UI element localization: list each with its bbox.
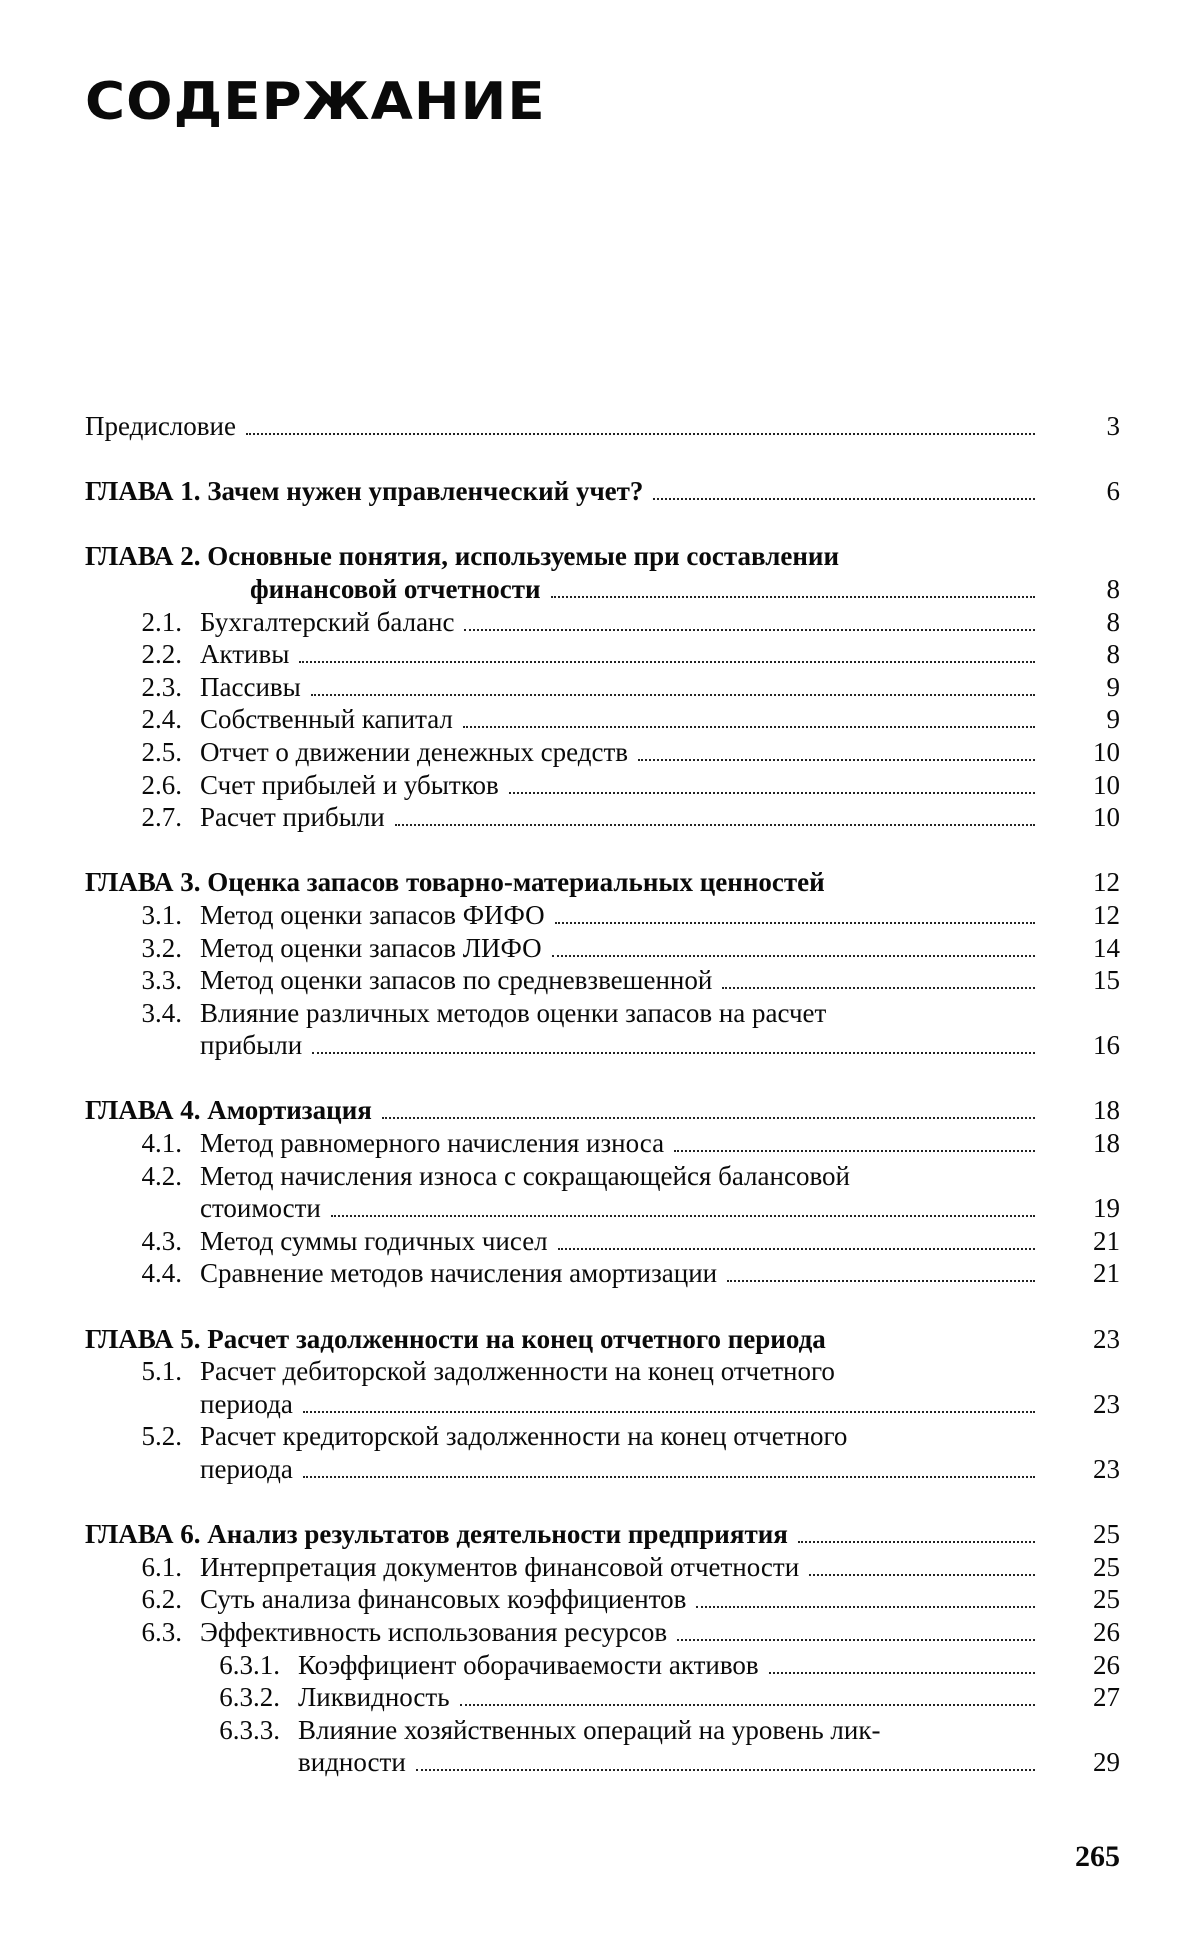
- page-title: СОДЕРЖАНИЕ: [85, 72, 546, 132]
- toc-page-number: 25: [1093, 1551, 1120, 1582]
- toc-section: [85, 638, 1120, 671]
- toc-page-number: 10: [1093, 736, 1120, 767]
- toc-entry-title: Влияние хозяйственных операций на уровень лик-: [298, 1714, 881, 1745]
- toc-entry-title: Коэффициент оборачиваемости активов: [298, 1649, 759, 1680]
- toc-entry-title: Метод начисления износа с сокращающейся балансовой: [200, 1160, 850, 1191]
- dot-leader: [331, 1215, 1035, 1217]
- toc-page-number: 9: [1106, 704, 1120, 735]
- toc-number: 6.3.1.: [219, 1649, 280, 1680]
- toc-entry-title: Бухгалтерский баланс: [200, 606, 455, 637]
- dot-leader: [558, 1248, 1035, 1250]
- toc-number: 4.3.: [141, 1225, 182, 1256]
- dot-leader: [551, 596, 1035, 598]
- toc-section: [85, 899, 1120, 932]
- toc-number: 2.2.: [141, 639, 182, 670]
- dot-leader: [798, 1541, 1035, 1543]
- dot-leader: [552, 955, 1035, 957]
- toc-page-number: 26: [1093, 1616, 1120, 1647]
- toc-page-number: 18: [1093, 1128, 1120, 1159]
- toc-number: 5.2.: [141, 1421, 182, 1452]
- toc-chapter: [85, 866, 1120, 899]
- toc-entry-title: финансовой отчетности: [250, 573, 541, 604]
- toc-chapter: [85, 1518, 1120, 1551]
- toc-entry-title: Сравнение методов начисления амортизации: [200, 1258, 718, 1289]
- dot-leader: [299, 661, 1035, 663]
- toc-entry-title: периода: [200, 1388, 293, 1419]
- toc-entry-title: Эффективность использования ресурсов: [200, 1616, 668, 1647]
- toc-number: 2.6.: [141, 769, 182, 800]
- toc-section: [85, 606, 1120, 639]
- toc-number: 3.2.: [141, 932, 182, 963]
- toc-section: [85, 1257, 1120, 1290]
- dot-leader: [460, 1704, 1035, 1706]
- toc-section: [85, 1355, 1120, 1420]
- toc-page-number: 8: [1106, 573, 1120, 604]
- toc-page-number: 16: [1093, 1030, 1120, 1061]
- dot-leader: [836, 1346, 1035, 1348]
- toc-entry-title: видности: [298, 1747, 406, 1778]
- toc-chapter: [85, 540, 1120, 605]
- toc-section: [85, 769, 1120, 802]
- toc-section: [85, 1160, 1120, 1225]
- toc-page-number: 15: [1093, 965, 1120, 996]
- toc-page-number: 23: [1093, 1388, 1120, 1419]
- toc-page-number: 18: [1093, 1095, 1120, 1126]
- toc-entry-title: Активы: [200, 639, 290, 670]
- toc-page-number: 8: [1106, 639, 1120, 670]
- dot-leader: [509, 792, 1035, 794]
- toc-page-number: 27: [1093, 1682, 1120, 1713]
- toc-section: [85, 1551, 1120, 1584]
- toc-page-number: 6: [1106, 476, 1120, 507]
- toc-entry-title: Метод оценки запасов ЛИФО: [200, 932, 542, 963]
- dot-leader: [463, 726, 1035, 728]
- dot-leader: [696, 1606, 1035, 1608]
- toc-number: 2.4.: [141, 704, 182, 735]
- dot-leader: [382, 1117, 1035, 1119]
- toc-entry-title: прибыли: [200, 1030, 303, 1061]
- toc-section: [85, 1420, 1120, 1485]
- toc-number: 3.3.: [141, 965, 182, 996]
- toc-section: [85, 801, 1120, 834]
- toc-number: 2.1.: [141, 606, 182, 637]
- toc-page-number: 9: [1106, 671, 1120, 702]
- toc-entry-title: Расчет кредиторской задолженности на конец отчетного: [200, 1421, 848, 1452]
- dot-leader: [809, 1574, 1035, 1576]
- toc-entry-title: ГЛАВА 2. Основные понятия, используемые при составлении: [85, 541, 840, 572]
- toc-number: 2.3.: [141, 671, 182, 702]
- toc-number: 2.5.: [141, 736, 182, 767]
- dot-leader: [727, 1280, 1035, 1282]
- toc-section: [85, 671, 1120, 704]
- dot-leader: [303, 1411, 1035, 1413]
- toc-entry-title: Интерпретация документов финансовой отчетности: [200, 1551, 800, 1582]
- toc-number: 6.3.: [141, 1616, 182, 1647]
- toc-number: 5.1.: [141, 1356, 182, 1387]
- toc-entry-title: Предисловие: [85, 411, 236, 441]
- toc-entry-title: ГЛАВА 3. Оценка запасов товарно-материальных ценностей: [85, 867, 825, 898]
- toc-section: [85, 703, 1120, 736]
- toc-entry-title: Расчет дебиторской задолженности на конец отчетного: [200, 1356, 835, 1387]
- toc-entry-title: стоимости: [200, 1193, 321, 1224]
- dot-leader: [769, 1672, 1035, 1674]
- toc-section: [85, 736, 1120, 769]
- dot-leader: [312, 1052, 1035, 1054]
- toc-entry-title: Метод оценки запасов ФИФО: [200, 899, 545, 930]
- toc-page-number: 8: [1106, 606, 1120, 637]
- toc-page-number: 26: [1093, 1649, 1120, 1680]
- toc-entry-title: ГЛАВА 1. Зачем нужен управленческий учет?: [85, 476, 644, 507]
- toc-entry-title: Метод оценки запасов по средневзвешенной: [200, 965, 713, 996]
- toc-number: 4.2.: [141, 1160, 182, 1191]
- toc-entry-title: ГЛАВА 6. Анализ результатов деятельности предприятия: [85, 1519, 788, 1550]
- toc-subsection: [85, 1714, 1120, 1779]
- toc-number: 2.7.: [141, 802, 182, 833]
- toc-entry-title: ГЛАВА 4. Амортизация: [85, 1095, 372, 1126]
- toc-section: [85, 964, 1120, 997]
- dot-leader: [395, 824, 1035, 826]
- toc-page-number: 10: [1093, 769, 1120, 800]
- toc-number: 6.2.: [141, 1584, 182, 1615]
- toc-entry-title: Счет прибылей и убытков: [200, 769, 499, 800]
- toc-preface: [85, 410, 1120, 443]
- toc-chapter: [85, 1094, 1120, 1127]
- toc-number: 6.1.: [141, 1551, 182, 1582]
- toc-page-number: 19: [1093, 1193, 1120, 1224]
- toc-page-number: 12: [1093, 867, 1120, 898]
- dot-leader: [638, 759, 1035, 761]
- toc-entry-title: Метод равномерного начисления износа: [200, 1128, 665, 1159]
- dot-leader: [555, 922, 1035, 924]
- dot-leader: [653, 498, 1035, 500]
- toc-entry-title: Суть анализа финансовых коэффициентов: [200, 1584, 687, 1615]
- toc-entry-title: Отчет о движении денежных средств: [200, 736, 629, 767]
- toc-page-number: 25: [1093, 1519, 1120, 1550]
- toc-page-number: 10: [1093, 802, 1120, 833]
- page-number: 265: [1075, 1840, 1120, 1873]
- toc-section: [85, 1127, 1120, 1160]
- dot-leader: [303, 1476, 1035, 1478]
- dot-leader: [677, 1639, 1035, 1641]
- dot-leader: [246, 433, 1035, 435]
- toc-number: 4.4.: [141, 1258, 182, 1289]
- toc-number: 3.4.: [141, 997, 182, 1028]
- toc-subsection: [85, 1649, 1120, 1682]
- toc-subsection: [85, 1681, 1120, 1714]
- toc-chapter: [85, 475, 1120, 508]
- toc-number: 4.1.: [141, 1128, 182, 1159]
- toc-number: 6.3.2.: [219, 1682, 280, 1713]
- toc-page-number: 29: [1093, 1747, 1120, 1778]
- toc-section: [85, 1225, 1120, 1258]
- dot-leader: [835, 889, 1035, 891]
- toc-entry-title: периода: [200, 1454, 293, 1484]
- toc-page-number: 21: [1093, 1225, 1120, 1256]
- toc-page-number: 12: [1093, 899, 1120, 930]
- toc-page-number: 23: [1093, 1323, 1120, 1354]
- toc-chapter: [85, 1323, 1120, 1356]
- toc-number: 6.3.3.: [219, 1714, 280, 1745]
- toc-page-number: 25: [1093, 1584, 1120, 1615]
- dot-leader: [311, 694, 1035, 696]
- table-of-contents: [85, 410, 1120, 1779]
- toc-page-number: 14: [1093, 932, 1120, 963]
- toc-entry-title: ГЛАВА 5. Расчет задолженности на конец отчетного периода: [85, 1323, 826, 1354]
- toc-number: 3.1.: [141, 899, 182, 930]
- toc-section: [85, 1616, 1120, 1649]
- toc-entry-title: Ликвидность: [298, 1682, 450, 1713]
- dot-leader: [722, 987, 1035, 989]
- toc-section: [85, 932, 1120, 965]
- toc-page-number: 3: [1106, 411, 1120, 441]
- toc-page-number: 23: [1093, 1454, 1120, 1484]
- dot-leader: [674, 1150, 1035, 1152]
- toc-entry-title: Собственный капитал: [200, 704, 453, 735]
- toc-entry-title: Метод суммы годичных чисел: [200, 1225, 548, 1256]
- toc-entry-title: Расчет прибыли: [200, 802, 385, 833]
- toc-section: [85, 997, 1120, 1062]
- toc-page-number: 21: [1093, 1258, 1120, 1289]
- toc-entry-title: Пассивы: [200, 671, 301, 702]
- toc-section: [85, 1583, 1120, 1616]
- dot-leader: [416, 1769, 1035, 1771]
- dot-leader: [464, 629, 1035, 631]
- toc-entry-title: Влияние различных методов оценки запасов на расчет: [200, 997, 827, 1028]
